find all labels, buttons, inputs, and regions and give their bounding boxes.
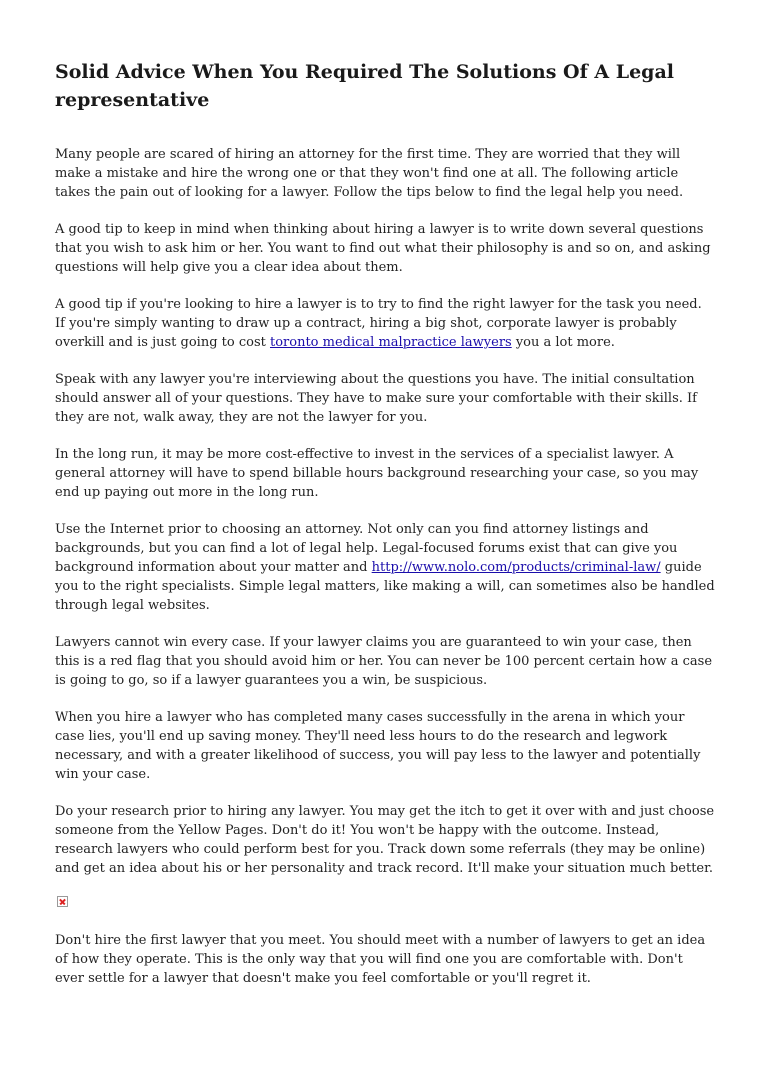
paragraph-6 <box>55 520 715 615</box>
paragraph-1: Many people are scared of hiring an attorney for the first time. They are worried that they will make a mistake and hire the wrong one or that they won't find one at all. The following article takes the pain out of looking for a lawyer. Follow the tips below to find the legal help you need. <box>55 147 684 200</box>
paragraph-6-text-after: guide you to the right specialists. Simple legal matters, like making a will, can sometimes also be handled through legal websites. <box>55 560 715 613</box>
paragraph-3-text-before: A good tip if you're looking to hire a lawyer is to try to find the right lawyer for the task you need. If you're simply wanting to draw up a contract, hiring a big shot, corporate lawyer is probably overkill and is just going to cost <box>55 297 702 350</box>
broken-image-icon <box>57 896 68 907</box>
paragraph-5: In the long run, it may be more cost-effective to invest in the services of a specialist lawyer. A general attorney will have to spend billable hours background researching your case, so you may end up paying out more in the long run. <box>55 447 699 500</box>
malpractice-lawyers-link[interactable]: toronto medical malpractice lawyers <box>269 335 512 350</box>
paragraph-4: Speak with any lawyer you're interviewing about the questions you have. The initial consultation should answer all of your questions. They have to make sure your comfortable with their skills. If they are not, walk away, they are not the lawyer for you. <box>55 372 697 425</box>
paragraph-9: Do your research prior to hiring any lawyer. You may get the itch to get it over with and just choose someone from the Yellow Pages. Don't do it! You won't be happy with the outcome. Instead, research lawyers who could perform best for you. Track down some referrals (they may be online) and get an idea about his or her personality and track record. It'll make your situation much better. <box>55 804 715 876</box>
paragraph-7: Lawyers cannot win every case. If your lawyer claims you are guaranteed to win your case, then this is a red flag that you should avoid him or her. You can never be 100 percent certain how a case is going to go, so if a lawyer guarantees you a win, be suspicious. <box>55 635 713 688</box>
paragraph-3 <box>55 295 715 352</box>
paragraph-6-text-before: Use the Internet prior to choosing an attorney. Not only can you find attorney listings and backgrounds, but you can find a lot of legal help. Legal-focused forums exist that can give you background information about your matter and <box>55 522 678 575</box>
document-page <box>55 58 715 1006</box>
paragraph-2: A good tip to keep in mind when thinking about hiring a lawyer is to write down several questions that you wish to ask him or her. You want to find out what their philosophy is and so on, and asking questions will help give you a clear idea about them. <box>55 222 711 275</box>
paragraph-8: When you hire a lawyer who has completed many cases successfully in the arena in which your case lies, you'll end up saving money. They'll need less hours to do the research and legwork necessary, and with a greater likelihood of success, you will pay less to the lawyer and potentially win your case. <box>55 710 701 782</box>
paragraph-3-text-after: you a lot more. <box>511 335 615 350</box>
article-title: Solid Advice When You Required The Solutions Of A Legal representative <box>55 61 674 111</box>
nolo-criminal-law-link[interactable]: http://www.nolo.com/products/criminal-law/ <box>371 560 661 575</box>
paragraph-10: Don't hire the first lawyer that you meet. You should meet with a number of lawyers to get an idea of how they operate. This is the only way that you will find one you are comfortable with. Don't ever settle for a lawyer that doesn't make you feel comfortable or you'll regret it. <box>55 933 706 986</box>
